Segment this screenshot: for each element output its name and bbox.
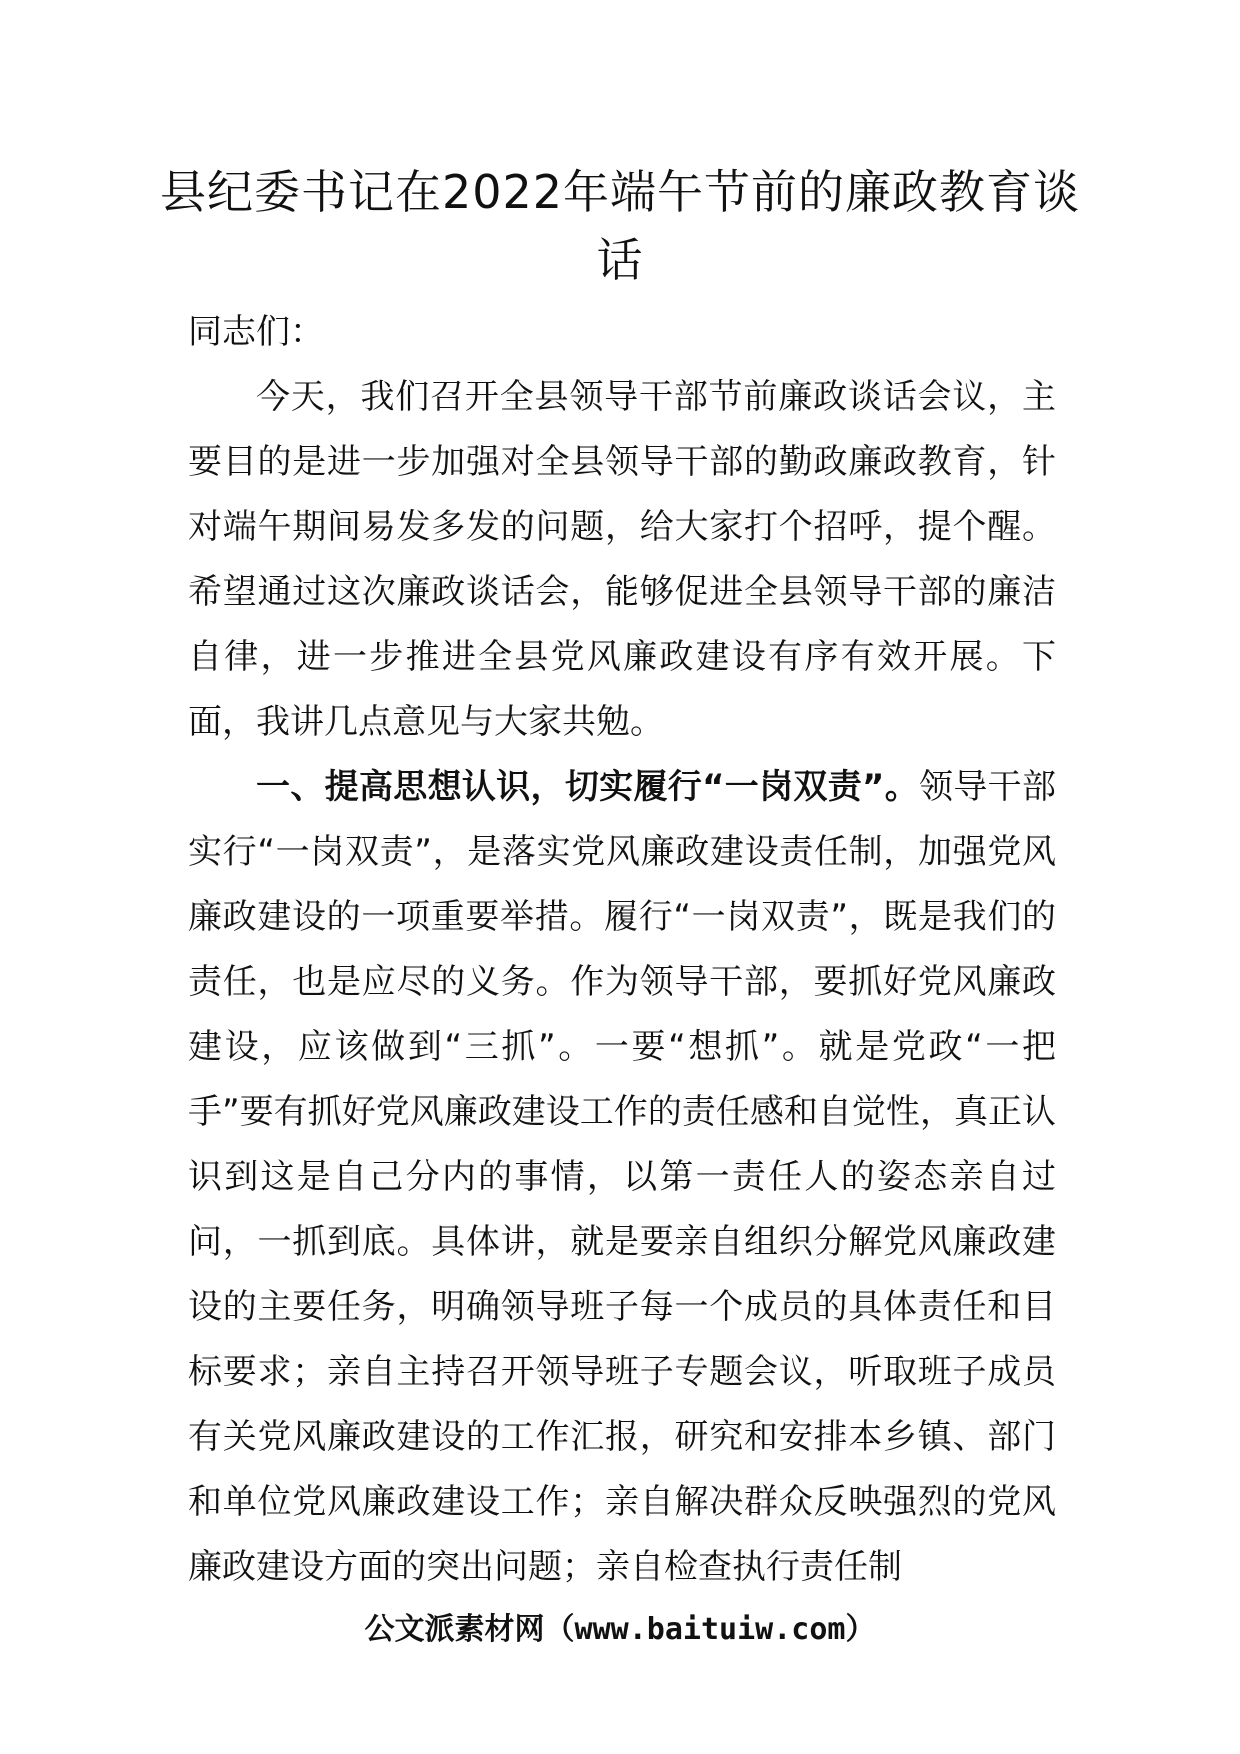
paragraph-text: 领导干部实行“一岗双责”，是落实党风廉政建设责任制，加强党风廉政建设的一项重要举措。履行“一岗双责”，既是我们的责任，也是应尽的义务。作为领导干部，要抓好党风廉政建设，应该做到“三抓”。一要“想抓”。就是党政“一把手”要有抓好党风廉政建设工作的责任感和自觉性，真正认识到这是自己分内的事情，以第一责任人的姿态亲自过问，一抓到底。具体讲，就是要亲自组织分解党风廉政建设的主要任务，明确领导班子每一个成员的具体责任和目标要求；亲自主持召开领导班子专题会议，听取班子成员有关党风廉政建设的工作汇报，研究和安排本乡镇、部门和单位党风廉政建设工作；亲自解决群众反映强烈的党风廉政建设方面的突出问题；亲自检查执行责任制 <box>188 767 1056 1587</box>
salutation: 同志们： <box>188 312 324 352</box>
footer-watermark: 公文派素材网（www.baituiw.com） <box>364 1612 876 1647</box>
paragraph-intro <box>188 365 1056 755</box>
paragraph-section-one <box>188 755 1056 1600</box>
document-body <box>188 300 1056 1600</box>
document-title: 县纪委书记在2022年端午节前的廉政教育谈话 <box>159 165 1081 287</box>
section-heading: 一、提高思想认识，切实履行“一岗双责”。 <box>256 767 920 807</box>
paragraph-text: 今天，我们召开全县领导干部节前廉政谈话会议，主要目的是进一步加强对全县领导干部的勤政廉政教育，针对端午期间易发多发的问题，给大家打个招呼，提个醒。希望通过这次廉政谈话会，能够促进全县领导干部的廉洁自律，进一步推进全县党风廉政建设有序有效开展。下面，我讲几点意见与大家共勉。 <box>188 377 1056 742</box>
